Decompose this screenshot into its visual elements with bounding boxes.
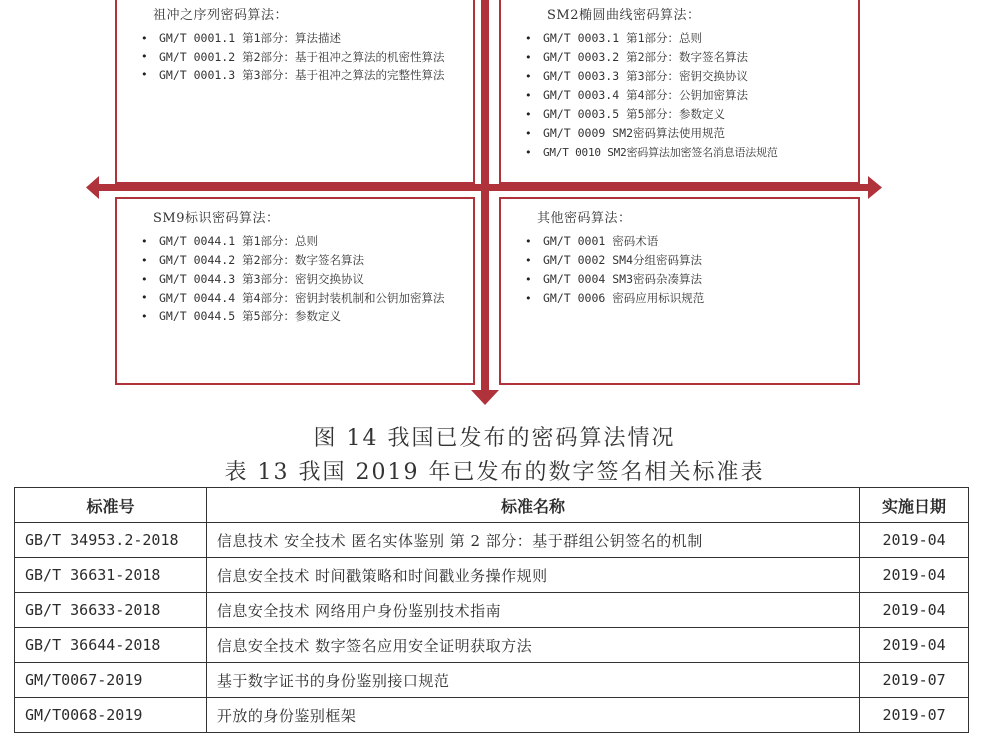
standard-list (135, 232, 459, 326)
list-item: • GM/T 0001 密码术语 (533, 232, 844, 251)
standards-table (14, 487, 969, 733)
list-item: • GM/T 0003.2 第2部分：数字签名算法 (533, 48, 844, 67)
list-item: • GM/T 0001.1 第1部分：算法描述 (149, 29, 459, 48)
list-item: • GM/T 0044.3 第3部分：密钥交换协议 (149, 270, 459, 289)
vertical-axis (481, 0, 489, 392)
table-row (15, 628, 969, 663)
cell-effective-date: 2019-04 (860, 523, 969, 558)
table-row (15, 698, 969, 733)
list-item: • GM/T 0003.5 第5部分：参数定义 (533, 105, 844, 124)
list-item: • GM/T 0003.3 第3部分：密钥交换协议 (533, 67, 844, 86)
quadrant-title: 其他密码算法： (537, 211, 632, 226)
cell-effective-date: 2019-04 (860, 593, 969, 628)
cell-standard-no: GB/T 36631-2018 (15, 558, 207, 593)
table-row (15, 558, 969, 593)
list-item: • GM/T 0002 SM4分组密码算法 (533, 251, 844, 270)
list-item: • GM/T 0044.2 第2部分：数字签名算法 (149, 251, 459, 270)
cell-effective-date: 2019-04 (860, 628, 969, 663)
table-row (15, 593, 969, 628)
list-item: • GM/T 0003.1 第1部分：总则 (533, 29, 844, 48)
cell-standard-name: 基于数字证书的身份鉴别接口规范 (206, 663, 859, 698)
standard-list (135, 29, 459, 84)
list-item: • GM/T 0001.3 第3部分：基于祖冲之算法的完整性算法 (149, 66, 459, 84)
quadrant-title: 祖冲之序列密码算法： (153, 8, 289, 23)
cell-standard-name: 开放的身份鉴别框架 (206, 698, 859, 733)
cell-standard-no: GB/T 36633-2018 (15, 593, 207, 628)
cell-standard-name: 信息安全技术 时间戳策略和时间戳业务操作规则 (206, 558, 859, 593)
table-row (15, 523, 969, 558)
list-item: • GM/T 0004 SM3密码杂凑算法 (533, 270, 844, 289)
cell-standard-name: 信息技术 安全技术 匿名实体鉴别 第 2 部分：基于群组公钥签名的机制 (206, 523, 859, 558)
cell-standard-no: GM/T0067-2019 (15, 663, 207, 698)
cell-standard-no: GB/T 34953.2-2018 (15, 523, 207, 558)
arrow-right-icon (868, 176, 882, 199)
column-header-standard-no: 标准号 (15, 488, 207, 523)
quadrant-title: SM9标识密码算法： (153, 211, 280, 226)
quadrant-sm9-cipher (115, 197, 475, 385)
table-row (15, 663, 969, 698)
quadrant-sm2-cipher (499, 0, 860, 184)
list-item: • GM/T 0009 SM2密码算法使用规范 (533, 124, 844, 143)
cell-effective-date: 2019-07 (860, 698, 969, 733)
figure-caption: 图 14 我国已发布的密码算法情况 (313, 426, 676, 451)
quadrant-zuc-cipher (115, 0, 475, 184)
table-caption: 表 13 我国 2019 年已发布的数字签名相关标准表 (224, 460, 765, 485)
cell-standard-no: GM/T0068-2019 (15, 698, 207, 733)
cell-standard-no: GB/T 36644-2018 (15, 628, 207, 663)
arrow-down-icon (471, 390, 499, 405)
list-item: • GM/T 0003.4 第4部分：公钥加密算法 (533, 86, 844, 105)
standard-list (519, 232, 844, 308)
column-header-effective-date: 实施日期 (860, 488, 969, 523)
column-header-standard-name: 标准名称 (206, 488, 859, 523)
table-header-row (15, 488, 969, 523)
quadrant-title: SM2椭圆曲线密码算法： (547, 8, 701, 23)
quadrant-other-cipher (499, 197, 860, 385)
list-item: • GM/T 0044.1 第1部分：总则 (149, 232, 459, 251)
list-item: • GM/T 0044.5 第5部分：参数定义 (149, 307, 459, 326)
list-item: • GM/T 0006 密码应用标识规范 (533, 289, 844, 308)
standard-list (519, 29, 844, 162)
list-item: • GM/T 0010 SM2密码算法加密签名消息语法规范 (533, 143, 844, 162)
cell-standard-name: 信息安全技术 网络用户身份鉴别技术指南 (206, 593, 859, 628)
arrow-left-icon (86, 176, 99, 199)
cell-standard-name: 信息安全技术 数字签名应用安全证明获取方法 (206, 628, 859, 663)
cell-effective-date: 2019-04 (860, 558, 969, 593)
cell-effective-date: 2019-07 (860, 663, 969, 698)
list-item: • GM/T 0001.2 第2部分：基于祖冲之算法的机密性算法 (149, 48, 459, 66)
list-item: • GM/T 0044.4 第4部分：密钥封装机制和公钥加密算法 (149, 289, 459, 307)
